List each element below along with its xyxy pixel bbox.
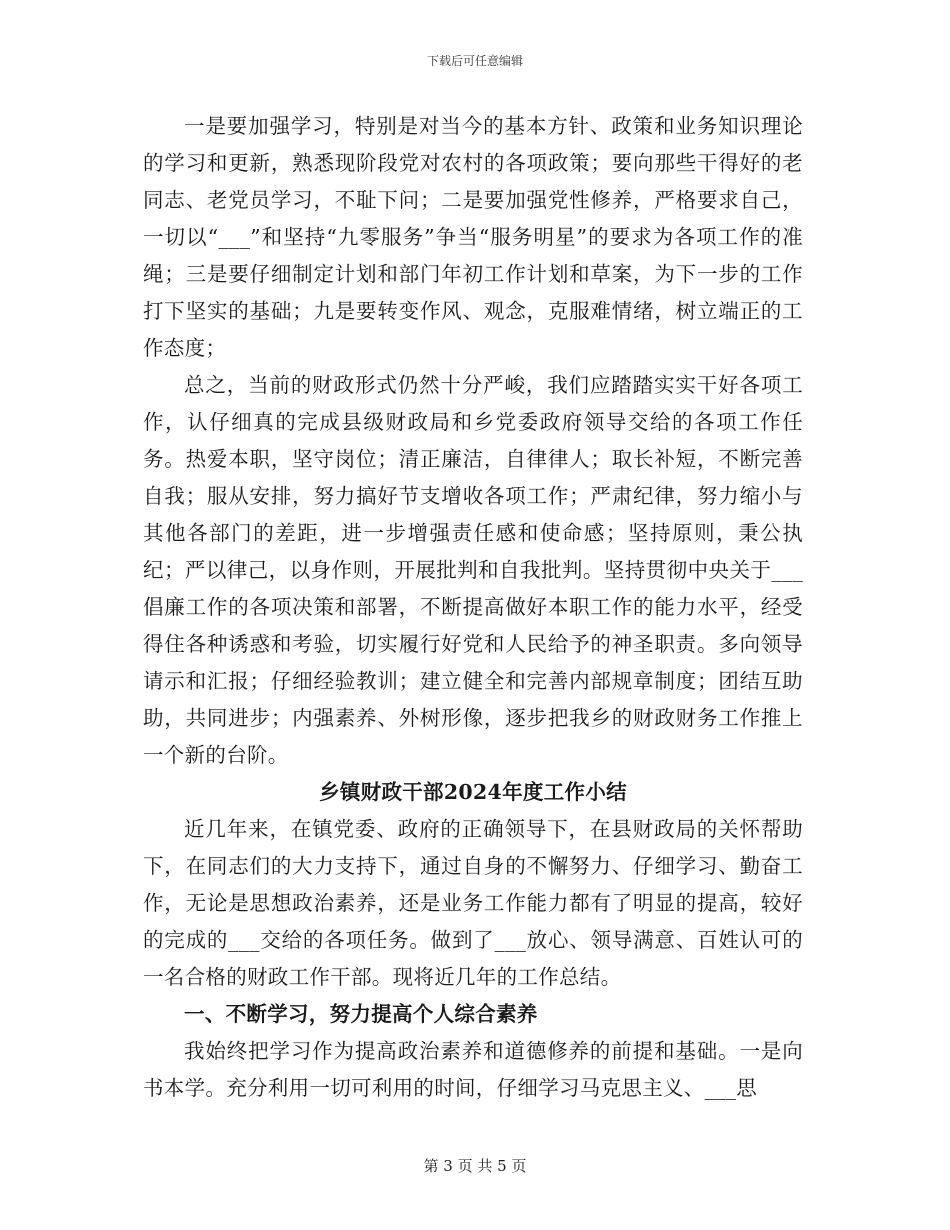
section-title: 乡镇财政干部2024年度工作小结 <box>319 780 627 804</box>
paragraph-study: 一是要加强学习，特别是对当今的基本方针、政策和业务知识理论的学习和更新，熟悉现阶段党对农村的各项政策；要向那些干得好的老同志、老党员学习，不耻下问；二是要加强党性修养，严格要求自己，一切以“___”和坚持“九零服务”争当“服务明星”的要求为各项工作的准绳；三是要仔细制定计划和部门年初工作计划和草案，为下一步的工作打下坚实的基础；九是要转变作风、观念，克服难情绪，树立端正的工作态度； <box>143 114 803 360</box>
paragraph-learning: 我始终把学习作为提高政治素养和道德修养的前提和基础。一是向书本学。充分利用一切可利用的时间，仔细学习马克思主义、___思 <box>143 1039 803 1100</box>
page-header: 下载后可任意编辑 <box>426 54 523 68</box>
paragraph-intro: 近几年来，在镇党委、政府的正确领导下，在县财政局的关怀帮助下，在同志们的大力支持下，通过自身的不懈努力、仔细学习、勤奋工作，无论是思想政治素养，还是业务工作能力都有了明显的提高，较好的完成的___交给的各项任务。做到了___放心、领导满意、百姓认可的一名合格的财政工作干部。现将近几年的工作总结。 <box>143 817 803 989</box>
page-number: 第 3 页 共 5 页 <box>423 1157 527 1175</box>
document-body <box>143 108 803 1107</box>
section-heading: 一、不断学习，努力提高个人综合素养 <box>184 1002 538 1026</box>
paragraph-summary: 总之，当前的财政形式仍然十分严峻，我们应踏踏实实干好各项工作，认仔细真的完成县级财政局和乡党委政府领导交给的各项工作任务。热爱本职，坚守岗位；清正廉洁，自律律人；取长补短，不断完善自我；服从安排，努力搞好节支增收各项工作；严肃纪律，努力缩小与其他各部门的差距，进一步增强责任感和使命感；坚持原则，秉公执纪；严以律己，以身作则，开展批判和自我批判。坚持贯彻中央关于___倡廉工作的各项决策和部署，不断提高做好本职工作的能力水平，经受得住各种诱惑和考验，切实履行好党和人民给予的神圣职责。多向领导请示和汇报；仔细经验教训；建立健全和完善内部规章制度；团结互助助，共同进步；内强素养、外树形像，逐步把我乡的财政财务工作推上一个新的台阶。 <box>143 373 803 767</box>
